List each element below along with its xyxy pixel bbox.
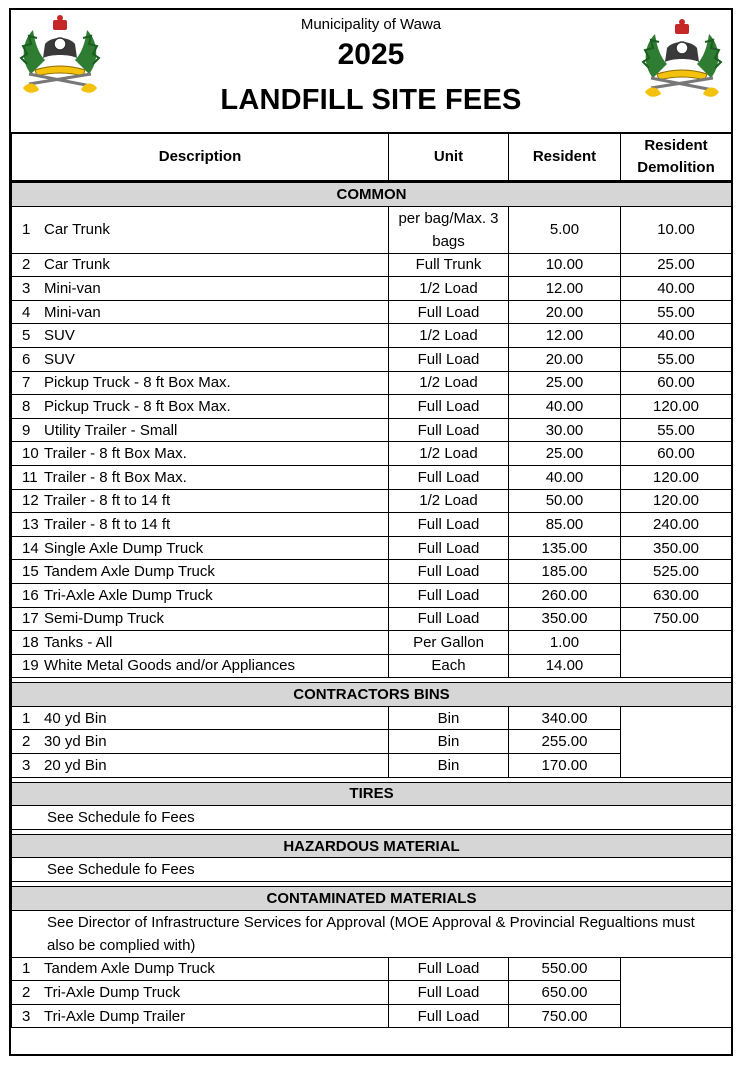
section-title: CONTAMINATED MATERIALS [12,887,732,911]
unit-cell: Full Load [389,347,509,371]
row-number: 2 [22,733,31,751]
resident-fee-cell: 255.00 [509,730,621,754]
row-number: 12 [22,492,39,510]
unit-cell: Full Load [389,300,509,324]
row-number: 16 [22,586,39,604]
fees-table-body [12,182,732,1028]
item-description: Tanks - All [44,633,113,651]
item-description: Trailer - 8 ft Box Max. [44,468,187,486]
demolition-fee-cell: 60.00 [621,442,732,466]
row-number: 3 [22,756,31,774]
item-description: SUV [44,350,75,368]
description-cell [12,513,389,537]
table-row [12,395,732,419]
row-number: 9 [22,421,31,439]
resident-fee-cell: 12.00 [509,277,621,301]
description-cell [12,981,389,1005]
description-cell [12,277,389,301]
row-number: 3 [22,1007,31,1025]
section-note: See Schedule fo Fees [47,809,195,827]
section-header-hazardous [12,834,732,858]
table-row [12,253,732,277]
resident-fee-cell: 1.00 [509,631,621,655]
description-cell [12,206,389,253]
section-header-common [12,182,732,207]
item-description: Utility Trailer - Small [44,421,178,439]
row-number: 10 [22,445,39,463]
note-cell [12,806,732,830]
item-description: Mini-van [44,303,101,321]
description-cell [12,324,389,348]
unit-cell: Full Load [389,583,509,607]
table-row [12,957,732,981]
table-row [12,442,732,466]
item-description: Trailer - 8 ft to 14 ft [44,515,171,533]
unit-cell: Full Load [389,981,509,1005]
resident-fee-cell: 260.00 [509,583,621,607]
section-title: CONTRACTORS BINS [12,683,732,707]
description-cell [12,607,389,631]
table-row [12,371,732,395]
item-description: Single Axle Dump Truck [44,539,204,557]
item-description: Tri-Axle Dump Trailer [44,1007,186,1025]
column-header-resident-demolition: Resident Demolition [621,133,732,182]
empty-demolition-cell [621,706,732,777]
table-row [12,300,732,324]
column-header-description: Description [12,133,389,182]
item-description: White Metal Goods and/or Appliances [44,657,295,675]
section-header-contractors [12,683,732,707]
note-row [12,806,732,830]
item-description: Pickup Truck - 8 ft Box Max. [44,374,231,392]
note-row [12,910,732,957]
resident-fee-cell: 25.00 [509,442,621,466]
table-row [12,536,732,560]
row-number: 1 [22,709,31,727]
unit-cell: Full Load [389,560,509,584]
resident-fee-cell: 12.00 [509,324,621,348]
row-number: 1 [22,960,31,978]
table-row [12,489,732,513]
unit-cell: per bag/Max. 3 bags [389,206,509,253]
resident-fee-cell: 170.00 [509,754,621,778]
municipality-name: Municipality of Wawa [300,16,442,33]
unit-cell: Full Load [389,536,509,560]
demolition-fee-cell: 40.00 [621,277,732,301]
item-description: Tri-Axle Axle Dump Truck [44,586,213,604]
resident-fee-cell: 650.00 [509,981,621,1005]
resident-fee-cell: 40.00 [509,465,621,489]
table-row [12,706,732,730]
row-number: 19 [22,657,39,675]
unit-cell: Full Load [389,957,509,981]
description-cell [12,957,389,981]
resident-fee-cell: 50.00 [509,489,621,513]
note-row [12,858,732,882]
table-row [12,347,732,371]
table-row [12,631,732,655]
item-description: Pickup Truck - 8 ft Box Max. [44,397,231,415]
unit-cell: Full Trunk [389,253,509,277]
demolition-fee-cell: 525.00 [621,560,732,584]
column-header-unit: Unit [389,133,509,182]
unit-cell: Bin [389,730,509,754]
description-cell [12,347,389,371]
item-description: Car Trunk [44,221,110,239]
unit-cell: Per Gallon [389,631,509,655]
description-cell [12,418,389,442]
unit-cell: Full Load [389,1004,509,1028]
row-number: 2 [22,984,31,1002]
demolition-fee-cell: 750.00 [621,607,732,631]
resident-fee-cell: 25.00 [509,371,621,395]
item-description: 20 yd Bin [44,756,107,774]
unit-cell: Bin [389,706,509,730]
demolition-fee-cell: 630.00 [621,583,732,607]
item-description: 30 yd Bin [44,733,107,751]
resident-fee-cell: 14.00 [509,654,621,678]
table-row [12,583,732,607]
row-number: 1 [22,221,31,239]
description-cell [12,371,389,395]
row-number: 15 [22,563,39,581]
resident-fee-cell: 20.00 [509,300,621,324]
resident-fee-cell: 85.00 [509,513,621,537]
description-cell [12,730,389,754]
unit-cell: Full Load [389,607,509,631]
description-cell [12,583,389,607]
fee-schedule-sheet [9,8,733,1056]
item-description: 40 yd Bin [44,709,107,727]
description-cell [12,442,389,466]
row-number: 2 [22,256,31,274]
demolition-fee-cell: 120.00 [621,395,732,419]
resident-fee-cell: 5.00 [509,206,621,253]
item-description: Trailer - 8 ft to 14 ft [44,492,171,510]
resident-fee-cell: 750.00 [509,1004,621,1028]
unit-cell: Each [389,654,509,678]
description-cell [12,489,389,513]
section-title: HAZARDOUS MATERIAL [12,834,732,858]
column-header-resident: Resident [509,133,621,182]
resident-fee-cell: 40.00 [509,395,621,419]
description-cell [12,465,389,489]
row-number: 4 [22,303,31,321]
table-row [12,560,732,584]
table-row [12,607,732,631]
demolition-fee-cell: 40.00 [621,324,732,348]
demolition-fee-cell: 55.00 [621,418,732,442]
empty-demolition-cell [621,957,732,1028]
row-number: 3 [22,279,31,297]
row-number: 7 [22,374,31,392]
description-cell [12,395,389,419]
unit-cell: Full Load [389,395,509,419]
row-number: 5 [22,327,31,345]
description-cell [12,536,389,560]
fees-table [11,132,732,1028]
demolition-fee-cell: 10.00 [621,206,732,253]
section-note: See Schedule fo Fees [47,861,195,879]
document-header [11,10,731,132]
item-description: Tandem Axle Dump Truck [44,960,215,978]
empty-demolition-cell [621,631,732,678]
table-row [12,465,732,489]
table-header-row [12,133,732,182]
item-description: Trailer - 8 ft Box Max. [44,445,187,463]
resident-fee-cell: 30.00 [509,418,621,442]
resident-fee-cell: 10.00 [509,253,621,277]
unit-cell: 1/2 Load [389,277,509,301]
table-row [12,513,732,537]
description-cell [12,253,389,277]
page-title: LANDFILL SITE FEES [220,84,522,116]
section-header-contaminated [12,887,732,911]
row-number: 18 [22,633,39,651]
resident-fee-cell: 135.00 [509,536,621,560]
item-description: Tri-Axle Dump Truck [44,984,181,1002]
resident-fee-cell: 340.00 [509,706,621,730]
demolition-fee-cell: 240.00 [621,513,732,537]
note-cell [12,858,732,882]
description-cell [12,631,389,655]
resident-fee-cell: 550.00 [509,957,621,981]
demolition-fee-cell: 120.00 [621,465,732,489]
table-row [12,418,732,442]
row-number: 6 [22,350,31,368]
row-number: 8 [22,397,31,415]
section-title: TIRES [12,782,732,806]
unit-cell: Full Load [389,418,509,442]
demolition-fee-cell: 120.00 [621,489,732,513]
table-row [12,324,732,348]
section-note: See Director of Infrastructure Services for Approval (MOE Approval & Provincial Regualtions must also be complied with) [47,913,695,954]
row-number: 17 [22,610,39,628]
note-cell [12,910,732,957]
section-header-tires [12,782,732,806]
demolition-fee-cell: 25.00 [621,253,732,277]
unit-cell: 1/2 Load [389,489,509,513]
item-description: Car Trunk [44,256,110,274]
demolition-fee-cell: 350.00 [621,536,732,560]
description-cell [12,560,389,584]
table-row [12,277,732,301]
demolition-fee-cell: 55.00 [621,300,732,324]
item-description: Mini-van [44,279,101,297]
unit-cell: Bin [389,754,509,778]
row-number: 13 [22,515,39,533]
description-cell [12,706,389,730]
description-cell [12,1004,389,1028]
row-number: 11 [22,468,38,486]
unit-cell: 1/2 Load [389,442,509,466]
item-description: Tandem Axle Dump Truck [44,563,215,581]
unit-cell: 1/2 Load [389,324,509,348]
description-cell [12,654,389,678]
demolition-fee-cell: 60.00 [621,371,732,395]
description-cell [12,300,389,324]
table-row [12,206,732,253]
demolition-fee-cell: 55.00 [621,347,732,371]
resident-fee-cell: 350.00 [509,607,621,631]
unit-cell: Full Load [389,513,509,537]
description-cell [12,754,389,778]
schedule-year: 2025 [337,38,405,71]
unit-cell: 1/2 Load [389,371,509,395]
item-description: SUV [44,327,75,345]
unit-cell: Full Load [389,465,509,489]
section-title: COMMON [12,182,732,207]
item-description: Semi-Dump Truck [44,610,165,628]
resident-fee-cell: 20.00 [509,347,621,371]
row-number: 14 [22,539,39,557]
resident-fee-cell: 185.00 [509,560,621,584]
